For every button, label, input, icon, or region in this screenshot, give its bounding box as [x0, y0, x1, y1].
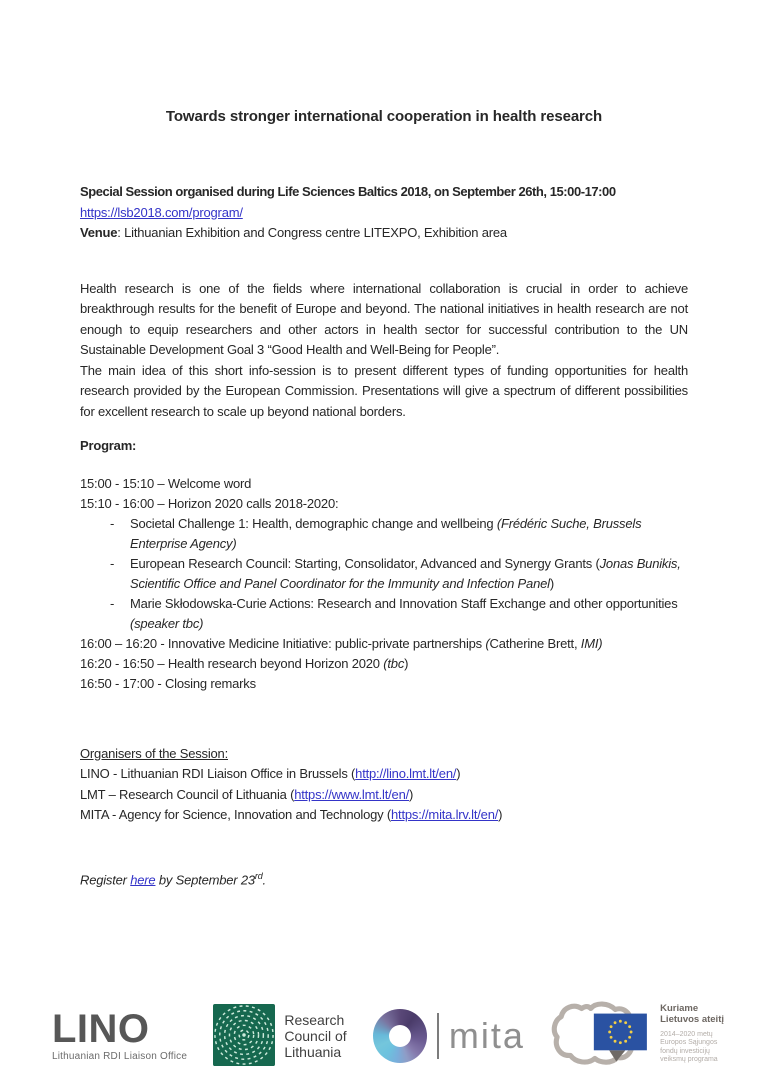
- organisers-heading: Organisers of the Session:: [80, 745, 228, 761]
- intro-paragraph-1: Health research is one of the fields where international collaboration is crucial in order to achieve breakthrough results for the benefit of Europe and beyond. The national initiatives in health research are not enough to equip researchers and other actors in health sector for successful contribution to the UN Sustainable Development Goal 3 “Good Health and Well-Being for People”.: [80, 280, 688, 357]
- intro-paragraph-2: The main idea of this short info-session is to present different types of funding opportunities for health research provided by the European Commission. Presentations will give a spectrum of different possibilities for excellent research to scale up beyond national borders.: [80, 362, 688, 419]
- program-item-text: ): [404, 655, 409, 671]
- organiser-link-mita[interactable]: https://mita.lrv.lt/en/: [391, 807, 499, 822]
- program-item: [80, 634, 688, 654]
- program-list: [80, 474, 688, 694]
- program-item-text: 15:00 - 15:10 – Welcome word: [80, 475, 252, 491]
- organiser-item-lino: [80, 764, 688, 785]
- research-council-line: Council of: [284, 1028, 347, 1044]
- organiser-text: ): [456, 766, 461, 781]
- eu-programme-line: Europos Sąjungos: [660, 1039, 718, 1046]
- lino-subtitle: Lithuanian RDI Liaison Office: [52, 1051, 188, 1062]
- organiser-text: LMT – Research Council of Lithuania (: [80, 786, 295, 802]
- research-council-line: Research: [284, 1012, 345, 1028]
- organisers-block: [80, 744, 688, 826]
- footer-logos: [52, 993, 724, 1079]
- venue-line: [80, 223, 688, 244]
- eu-funding-logo: [551, 1000, 724, 1073]
- organiser-link-lmt[interactable]: https://www.lmt.lt/en/: [294, 786, 410, 802]
- intro-block: [80, 279, 688, 423]
- register-text: .: [262, 871, 266, 887]
- mita-divider: [437, 1013, 439, 1059]
- organiser-text: MITA - Agency for Science, Innovation and Technology (: [80, 807, 392, 822]
- program-item-text: 16:50 - 17:00 - Closing remarks: [80, 675, 256, 691]
- eu-programme-line: 2014–2020 metų: [660, 1030, 713, 1038]
- program-item-text: Catherine Brett,: [489, 635, 581, 651]
- register-text: Register: [80, 871, 131, 887]
- eu-title-line: Lietuvos ateitį: [660, 1014, 724, 1025]
- program-item: [80, 594, 688, 634]
- bullet-dash: -: [110, 515, 115, 531]
- organiser-text: LINO - Lithuanian RDI Liaison Office in Brussels (: [80, 766, 356, 781]
- program-item-speaker: Jonas Bunikis, Scientific Office and Panel Coordinator for the Immunity and Infection Panel: [130, 555, 681, 591]
- session-info-block: [80, 182, 688, 244]
- bullet-dash: -: [110, 595, 115, 611]
- program-item-speaker: (tbc: [383, 655, 405, 671]
- program-item-text: Marie Skłodowska-Curie Actions: Research and Innovation Staff Exchange and other opportunities: [130, 595, 678, 611]
- venue-text: : Lithuanian Exhibition and Congress centre LITEXPO, Exhibition area: [117, 225, 507, 240]
- session-url-line: [80, 203, 688, 224]
- register-line: [80, 866, 688, 891]
- organiser-text: ): [498, 807, 503, 822]
- eu-programme-line: veiksmų programa: [660, 1056, 718, 1063]
- lino-logo: [52, 1007, 188, 1062]
- mita-wordmark: mita: [448, 1015, 525, 1056]
- program-item-speaker: IMI): [580, 635, 603, 651]
- program-item: [80, 654, 688, 674]
- program-item-speaker: (speaker tbc): [130, 615, 204, 631]
- research-council-text: [284, 1012, 346, 1060]
- organiser-link-lino[interactable]: http://lino.lmt.lt/en/: [355, 766, 457, 781]
- eu-funding-title: [660, 1003, 724, 1026]
- research-council-logo: [213, 1004, 346, 1069]
- program-url-link[interactable]: https://lsb2018.com/program/: [80, 204, 243, 220]
- bullet-dash: -: [110, 555, 115, 571]
- eu-funding-programme: [660, 1031, 724, 1065]
- program-item: [80, 474, 688, 494]
- register-ordinal: rd: [254, 870, 263, 881]
- mita-logo: [373, 1009, 525, 1063]
- program-item: [80, 514, 688, 554]
- organiser-item-lmt: [80, 785, 688, 806]
- research-council-line: Lithuania: [284, 1044, 342, 1060]
- venue-label: Venue: [80, 225, 118, 240]
- lino-wordmark: LINO: [52, 1007, 150, 1051]
- program-item-text: European Research Council: Starting, Consolidator, Advanced and Synergy Grants (: [130, 555, 600, 571]
- organiser-text: ): [409, 786, 414, 802]
- page-title: Towards stronger international cooperation in health research: [165, 108, 603, 125]
- program-heading: Program:: [80, 438, 137, 453]
- program-item: [80, 674, 688, 694]
- eu-funding-text: [660, 1000, 724, 1065]
- eu-flag-lithuania-map-icon: [551, 1000, 653, 1073]
- program-item: [80, 494, 688, 514]
- eu-programme-line: fondų investicijų: [660, 1047, 710, 1055]
- research-council-icon: [213, 1004, 275, 1069]
- register-text: by September 23: [155, 871, 255, 887]
- organiser-item-mita: [80, 805, 688, 826]
- register-link[interactable]: here: [130, 871, 156, 887]
- program-item-text: ): [549, 575, 554, 591]
- program-item-text: 15:10 - 16:00 – Horizon 2020 calls 2018-2020:: [80, 495, 339, 511]
- program-item: [80, 554, 688, 594]
- program-item-text: Societal Challenge 1: Health, demographic change and wellbeing: [130, 515, 497, 531]
- program-item-speaker: (Frédéric Suche, Brussels Enterprise Agency): [130, 515, 642, 551]
- program-item-speaker: (: [485, 635, 490, 651]
- program-item-text: 16:20 - 16:50 – Health research beyond Horizon 2020: [80, 655, 384, 671]
- program-item-text: 16:00 – 16:20 - Innovative Medicine Initiative: public-private partnerships: [80, 635, 486, 651]
- session-headline: Special Session organised during Life Sciences Baltics 2018, on September 26th, 15:00-17:00: [80, 184, 616, 199]
- eu-title-line: Kuriame: [660, 1002, 699, 1014]
- mita-ring-icon: [373, 1009, 427, 1063]
